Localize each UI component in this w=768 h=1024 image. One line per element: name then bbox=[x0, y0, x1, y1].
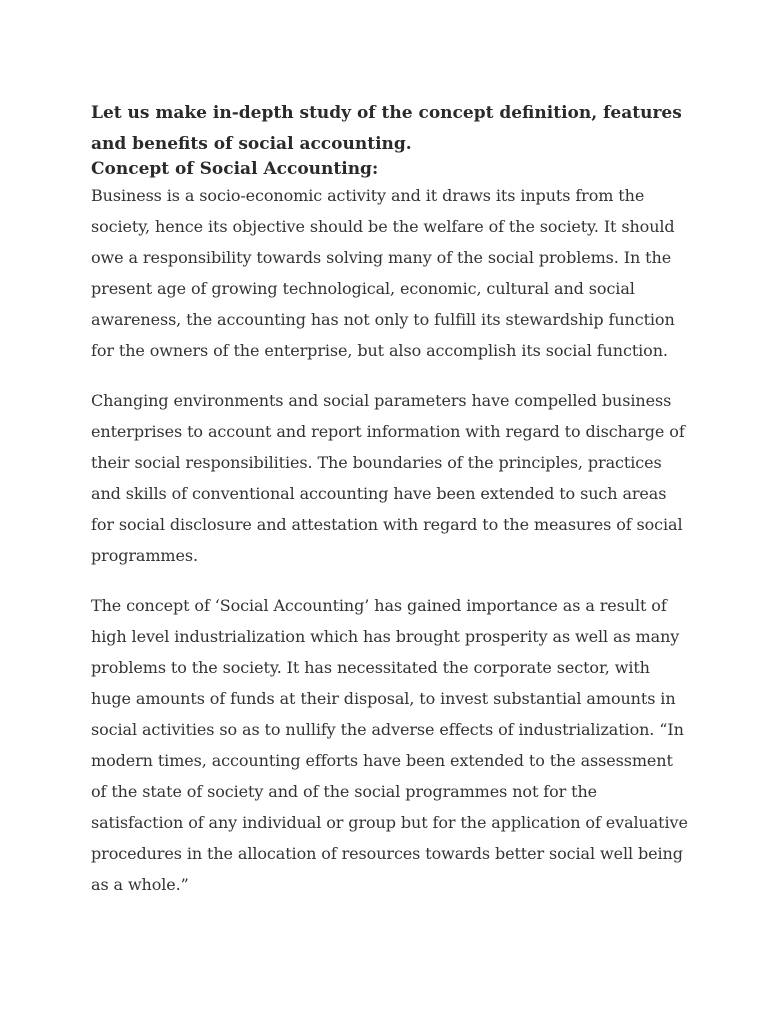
section-heading: Concept of Social Accounting: bbox=[91, 159, 379, 179]
paragraph-1: Business is a socio-economic activity and it draws its inputs from the society, hence its objective should be the welfare of the society. It should owe a responsibility towards solving many of the social problems. In the present age of growing technological, economic, cultural and social awareness, the accounting has not only to fulfill its stewardship function for the owners of the enterprise, but also accomplish its social function. bbox=[91, 186, 675, 360]
paragraph-2: Changing environments and social parameters have compelled business enterprises to account and report information with regard to discharge of their social responsibilities. The boundaries of the principles, practices and skills of conventional accounting have been extended to such areas for social disclosure and attestation with regard to the measures of social programmes. bbox=[91, 391, 685, 565]
document-body bbox=[91, 98, 691, 919]
paragraph-3: The concept of ‘Social Accounting’ has gained importance as a result of high level industrialization which has brought prosperity as well as many problems to the society. It has necessitated the corporate sector, with huge amounts of funds at their disposal, to invest substantial amounts in social activities so as to nullify the adverse effects of industrialization. “In modern times, accounting efforts have been extended to the assessment of the state of society and of the social programmes not for the satisfaction of any individual or group but for the application of evaluative procedures in the allocation of resources towards better social well being as a whole.” bbox=[91, 596, 688, 894]
intro-text: Let us make in-depth study of the concept definition, features and benefits of social accounting. bbox=[91, 103, 682, 154]
